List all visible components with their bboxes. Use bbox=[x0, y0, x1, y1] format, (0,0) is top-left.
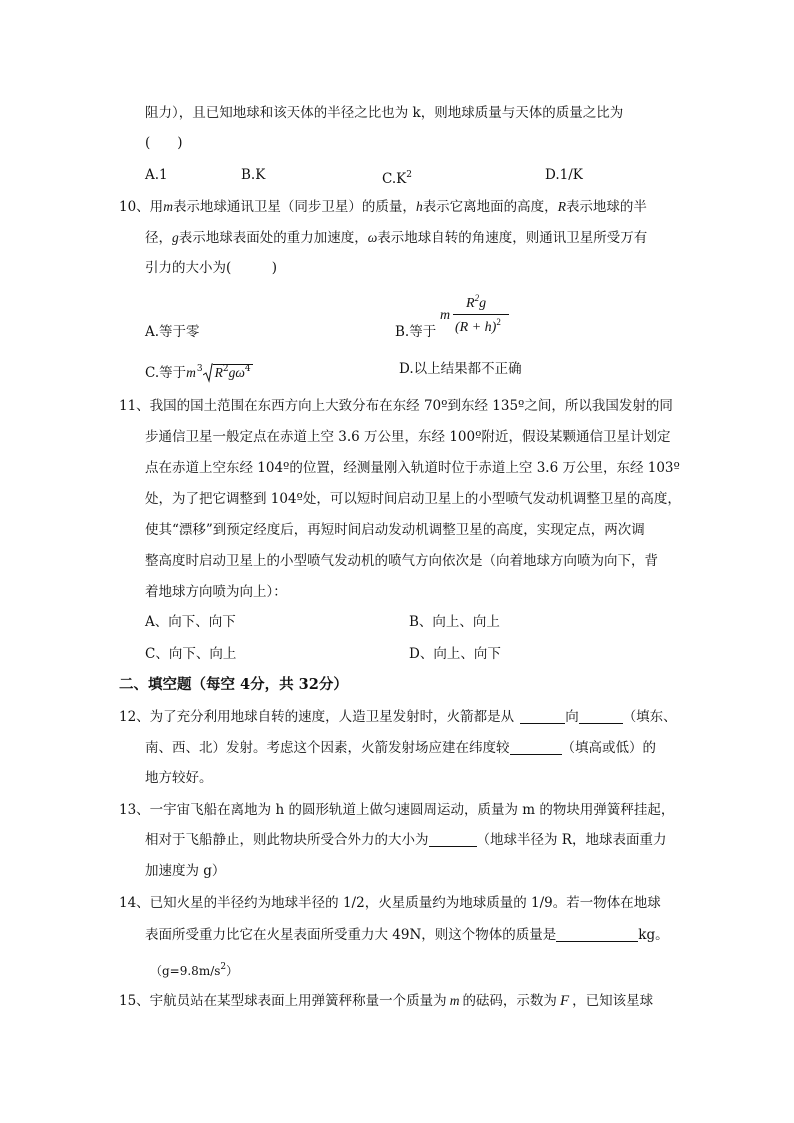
q14-line2: 表面所受重力比它在火星表面所受重力大 49N，则这个物体的质量是 kg。 bbox=[145, 927, 669, 943]
q13-line2: 相对于飞船静止，则此物块所受合外力的大小为 （地球半径为 R，地球表面重力 bbox=[145, 832, 667, 848]
q11-option-a: A、向下、向下 bbox=[145, 614, 236, 630]
q11-line7: 着地球方向喷为向上）： bbox=[145, 584, 287, 600]
q10-option-b: B.等于 bbox=[395, 324, 437, 340]
fraction-denominator: $(R + h)^2$ bbox=[455, 317, 501, 335]
q11-line4: 处，为了把它调整到 104º处，可以短时间启动卫星上的小型喷气发动机调整卫星的高度， bbox=[145, 491, 681, 507]
q11-line1: 11、我国的国土范围在东西方向上大致分布在东经 70º到东经 135º之间，所以我国发射的同 bbox=[119, 398, 673, 414]
q12-blank-2[interactable] bbox=[579, 708, 623, 724]
q10-option-a: A.等于零 bbox=[145, 324, 200, 340]
q11-option-b: B、向上、向上 bbox=[409, 614, 500, 630]
q9-option-a: A.1 bbox=[145, 167, 168, 183]
q9-option-c: $C.K^2$ bbox=[382, 170, 412, 187]
radicand: $R^2g\omega^4$ bbox=[214, 364, 251, 380]
q15-line1: 15、宇航员站在某型球表面上用弹簧秤称量一个质量为 m 的砝码，示数为 F ，已知该星球 bbox=[119, 993, 654, 1009]
q9-answer-paren: ( ) bbox=[145, 135, 183, 151]
q12-line3: 地方较好。 bbox=[145, 770, 213, 786]
q10-line1: 10、用m表示地球通讯卫星（同步卫星）的质量，h表示它离地面的高度，R表示地球的半 bbox=[119, 199, 647, 215]
q12-blank-1[interactable] bbox=[520, 708, 565, 724]
section-heading-fill-in: 二、填空题（每空 4分，共 32分） bbox=[119, 676, 348, 693]
q12-blank-3[interactable] bbox=[510, 739, 562, 755]
q11-option-d: D、向上、向下 bbox=[409, 646, 501, 662]
q14-blank[interactable] bbox=[556, 926, 638, 942]
q9-text-line1: 阻力），且已知地球和该天体的半径之比也为 k，则地球质量与天体的质量之比为 bbox=[145, 105, 624, 121]
q13-line3: 加速度为 g） bbox=[145, 863, 226, 879]
q12-line2: 南、西、北）发射。考虑这个因素，火箭发射场应建在纬度较 （填高或低）的 bbox=[145, 740, 656, 756]
q13-blank[interactable] bbox=[429, 831, 477, 847]
q10-line3: 引力的大小为( ) bbox=[145, 260, 278, 276]
q11-line2: 步通信卫星一般定点在赤道上空 3.6 万公里，东经 100º附近，假设某颗通信卫星计划定 bbox=[145, 429, 671, 445]
fraction-numerator: $R^2g$ bbox=[466, 293, 487, 311]
q10-option-c: C.等于$m^3$ $R^2g\omega^4$ bbox=[145, 359, 253, 385]
radical-sign bbox=[203, 363, 213, 385]
q14-line3: $(g=9.8m/s^2)$ bbox=[150, 962, 239, 978]
fraction-bar bbox=[453, 314, 509, 315]
q12-line1: 12、为了充分利用地球自转的速度，人造卫星发射时，火箭都是从 向 （填东、 bbox=[119, 709, 677, 725]
q11-line3: 点在赤道上空东经 104º的位置，经测量刚入轨道时位于赤道上空 3.6 万公里，东经 103º bbox=[145, 460, 680, 476]
q9-option-b: B.K bbox=[241, 167, 266, 183]
q14-line1: 14、已知火星的半径约为地球半径的 1/2，火星质量约为地球质量的 1/9。若一物体在地球 bbox=[119, 895, 661, 911]
q10-option-d: D.以上结果都不正确 bbox=[399, 361, 522, 377]
q11-line6: 整高度时启动卫星上的小型喷气发动机的喷气方向依次是（向着地球方向喷为向下，背 bbox=[145, 553, 658, 569]
q11-line5: 使其“漂移”到预定经度后，再短时间启动发动机调整卫星的高度，实现定点，两次调 bbox=[145, 522, 645, 538]
q9-option-d: D.1/K bbox=[545, 167, 583, 183]
q11-option-c: C、向下、向上 bbox=[145, 646, 237, 662]
q10-line2: 径，g表示地球表面处的重力加速度，ω表示地球自转的角速度，则通讯卫星所受万有 bbox=[145, 230, 648, 246]
q13-line1: 13、一宇宙飞船在离地为 h 的圆形轨道上做匀速圆周运动，质量为 m 的物块用弹簧秤挂起， bbox=[119, 802, 675, 818]
